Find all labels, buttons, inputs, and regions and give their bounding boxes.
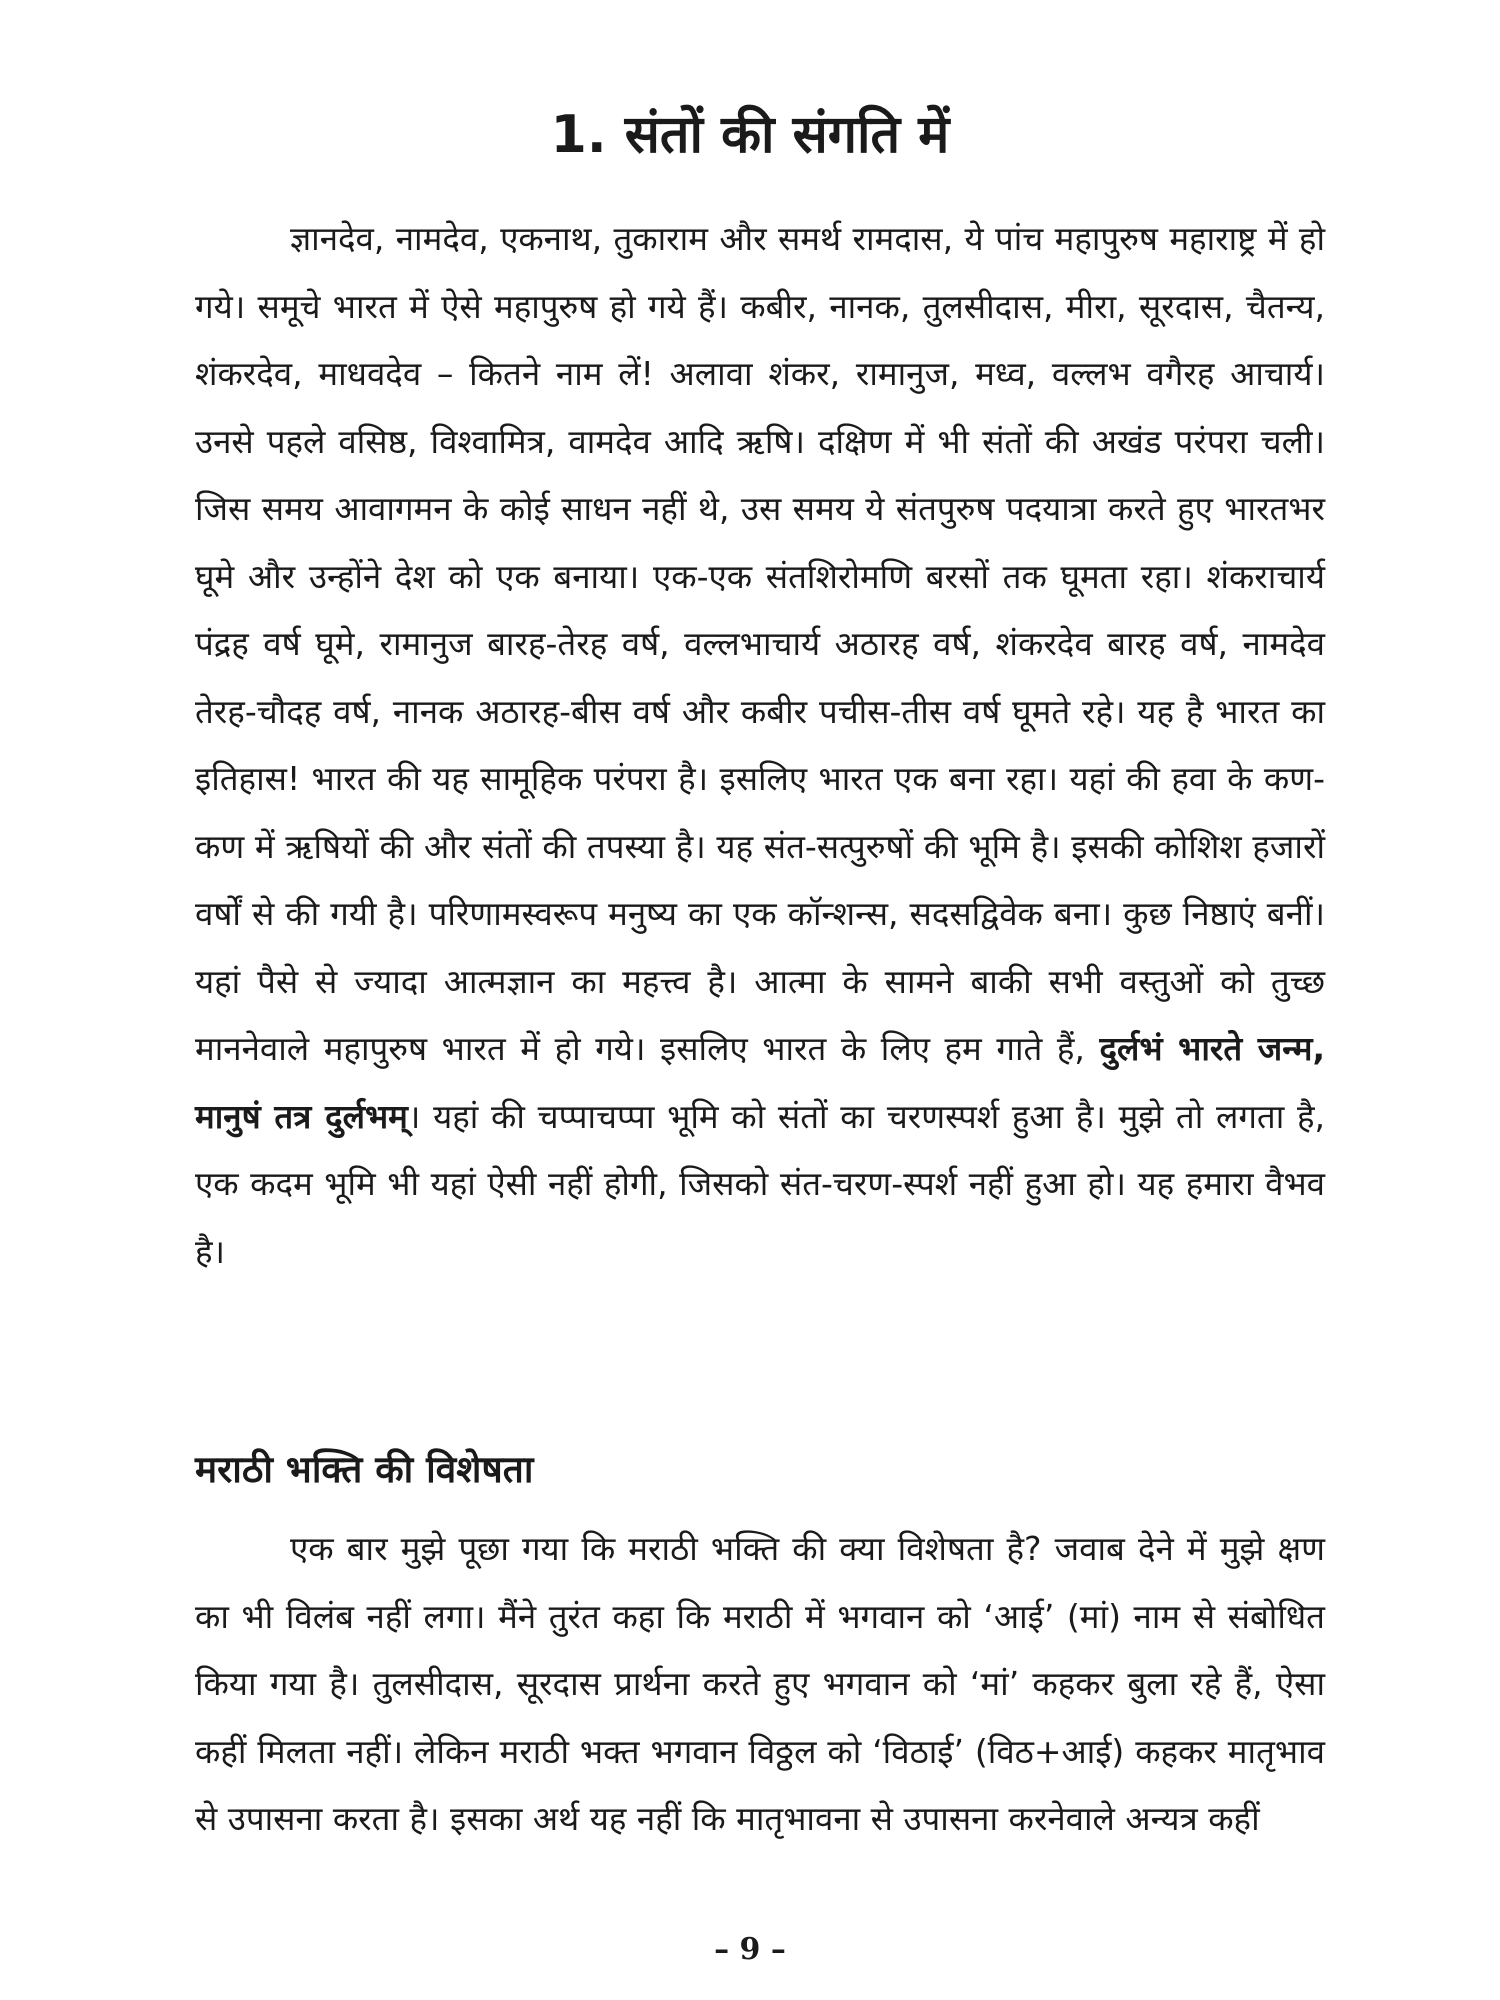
sanskrit-quote: दुर्लभं भारते जन्म, मानुषं तत्र दुर्लभम् (195, 1029, 1325, 1136)
paragraph-text-after-quote: । यहां की चप्पाचप्पा भूमि को संतों का चरणस्पर्श हुआ है। मुझे तो लगता है, एक कदम भूमि भी यहां ऐसी नहीं होगी, जिसको संत-चरण-स्पर्श नहीं हुआ हो। यह हमारा वैभव है। (195, 1096, 1325, 1271)
paragraph-saints-of-india (195, 205, 1325, 1285)
paragraph-marathi-bhakti: एक बार मुझे पूछा गया कि मराठी भक्ति की क्या विशेषता है? जवाब देने में मुझे क्षण का भी विलंब नहीं लगा। मैंने तुरंत कहा कि मराठी में भगवान को ‘आई’ (मां) नाम से संबोधित किया गया है। तुलसीदास, सूरदास प्रार्थना करते हुए भगवान को ‘मां’ कहकर बुला रहे हैं, ऐसा कहीं मिलता नहीं। लेकिन मराठी भक्त भगवान विठ्ठल को ‘विठाई’ (विठ+आई) कहकर मातृभाव से उपासना करता है। इसका अर्थ यह नहीं कि मातृभावना से उपासना करनेवाले अन्यत्र कहीं (195, 1529, 1325, 1838)
page-number: – 9 – (714, 1932, 786, 1967)
section-heading: मराठी भक्ति की विशेषता (195, 1448, 534, 1491)
paragraph-text-before-quote: ज्ञानदेव, नामदेव, एकनाथ, तुकाराम और समर्थ रामदास, ये पांच महापुरुष महाराष्ट्र में हो गये। समूचे भारत में ऐसे महापुरुष हो गये हैं। कबीर, नानक, तुलसीदास, मीरा, सूरदास, चैतन्य, शंकरदेव, माधवदेव – कितने नाम लें! अलावा शंकर, रामानुज, मध्व, वल्लभ वगैरह आचार्य। उनसे पहले वसिष्ठ, विश्वामित्र, वामदेव आदि ऋषि। दक्षिण में भी संतों की अखंड परंपरा चली। जिस समय आवागमन के कोई साधन नहीं थे, उस समय ये संतपुरुष पदयात्रा करते हुए भारतभर घूमे और उन्होंने देश को एक बनाया। एक-एक संतशिरोमणि बरसों तक घूमता रहा। शंकराचार्य पंद्रह वर्ष घूमे, रामानुज बारह-तेरह वर्ष, वल्लभाचार्य अठारह वर्ष, शंकरदेव बारह वर्ष, नामदेव तेरह-चौदह वर्ष, नानक अठारह-बीस वर्ष और कबीर पचीस-तीस वर्ष घूमते रहे। यह है भारत का इतिहास! भारत की यह सामूहिक परंपरा है। इसलिए भारत एक बना रहा। यहां की हवा के कण-कण में ऋषियों की और संतों की तपस्या है। यह संत-सत्पुरुषों की भूमि है। इसकी कोशिश हजारों वर्षों से की गयी है। परिणामस्वरूप मनुष्य का एक कॉन्शन्स, सदसद्विवेक बना। कुछ निष्ठाएं बनीं। यहां पैसे से ज्यादा आत्मज्ञान का महत्त्व है। आत्मा के सामने बाकी सभी वस्तुओं को तुच्छ माननेवाले महापुरुष भारत में हो गये। इसलिए भारत के लिए हम गाते हैं, (195, 219, 1325, 1068)
chapter-title: 1. संतों की संगति में (550, 105, 950, 165)
